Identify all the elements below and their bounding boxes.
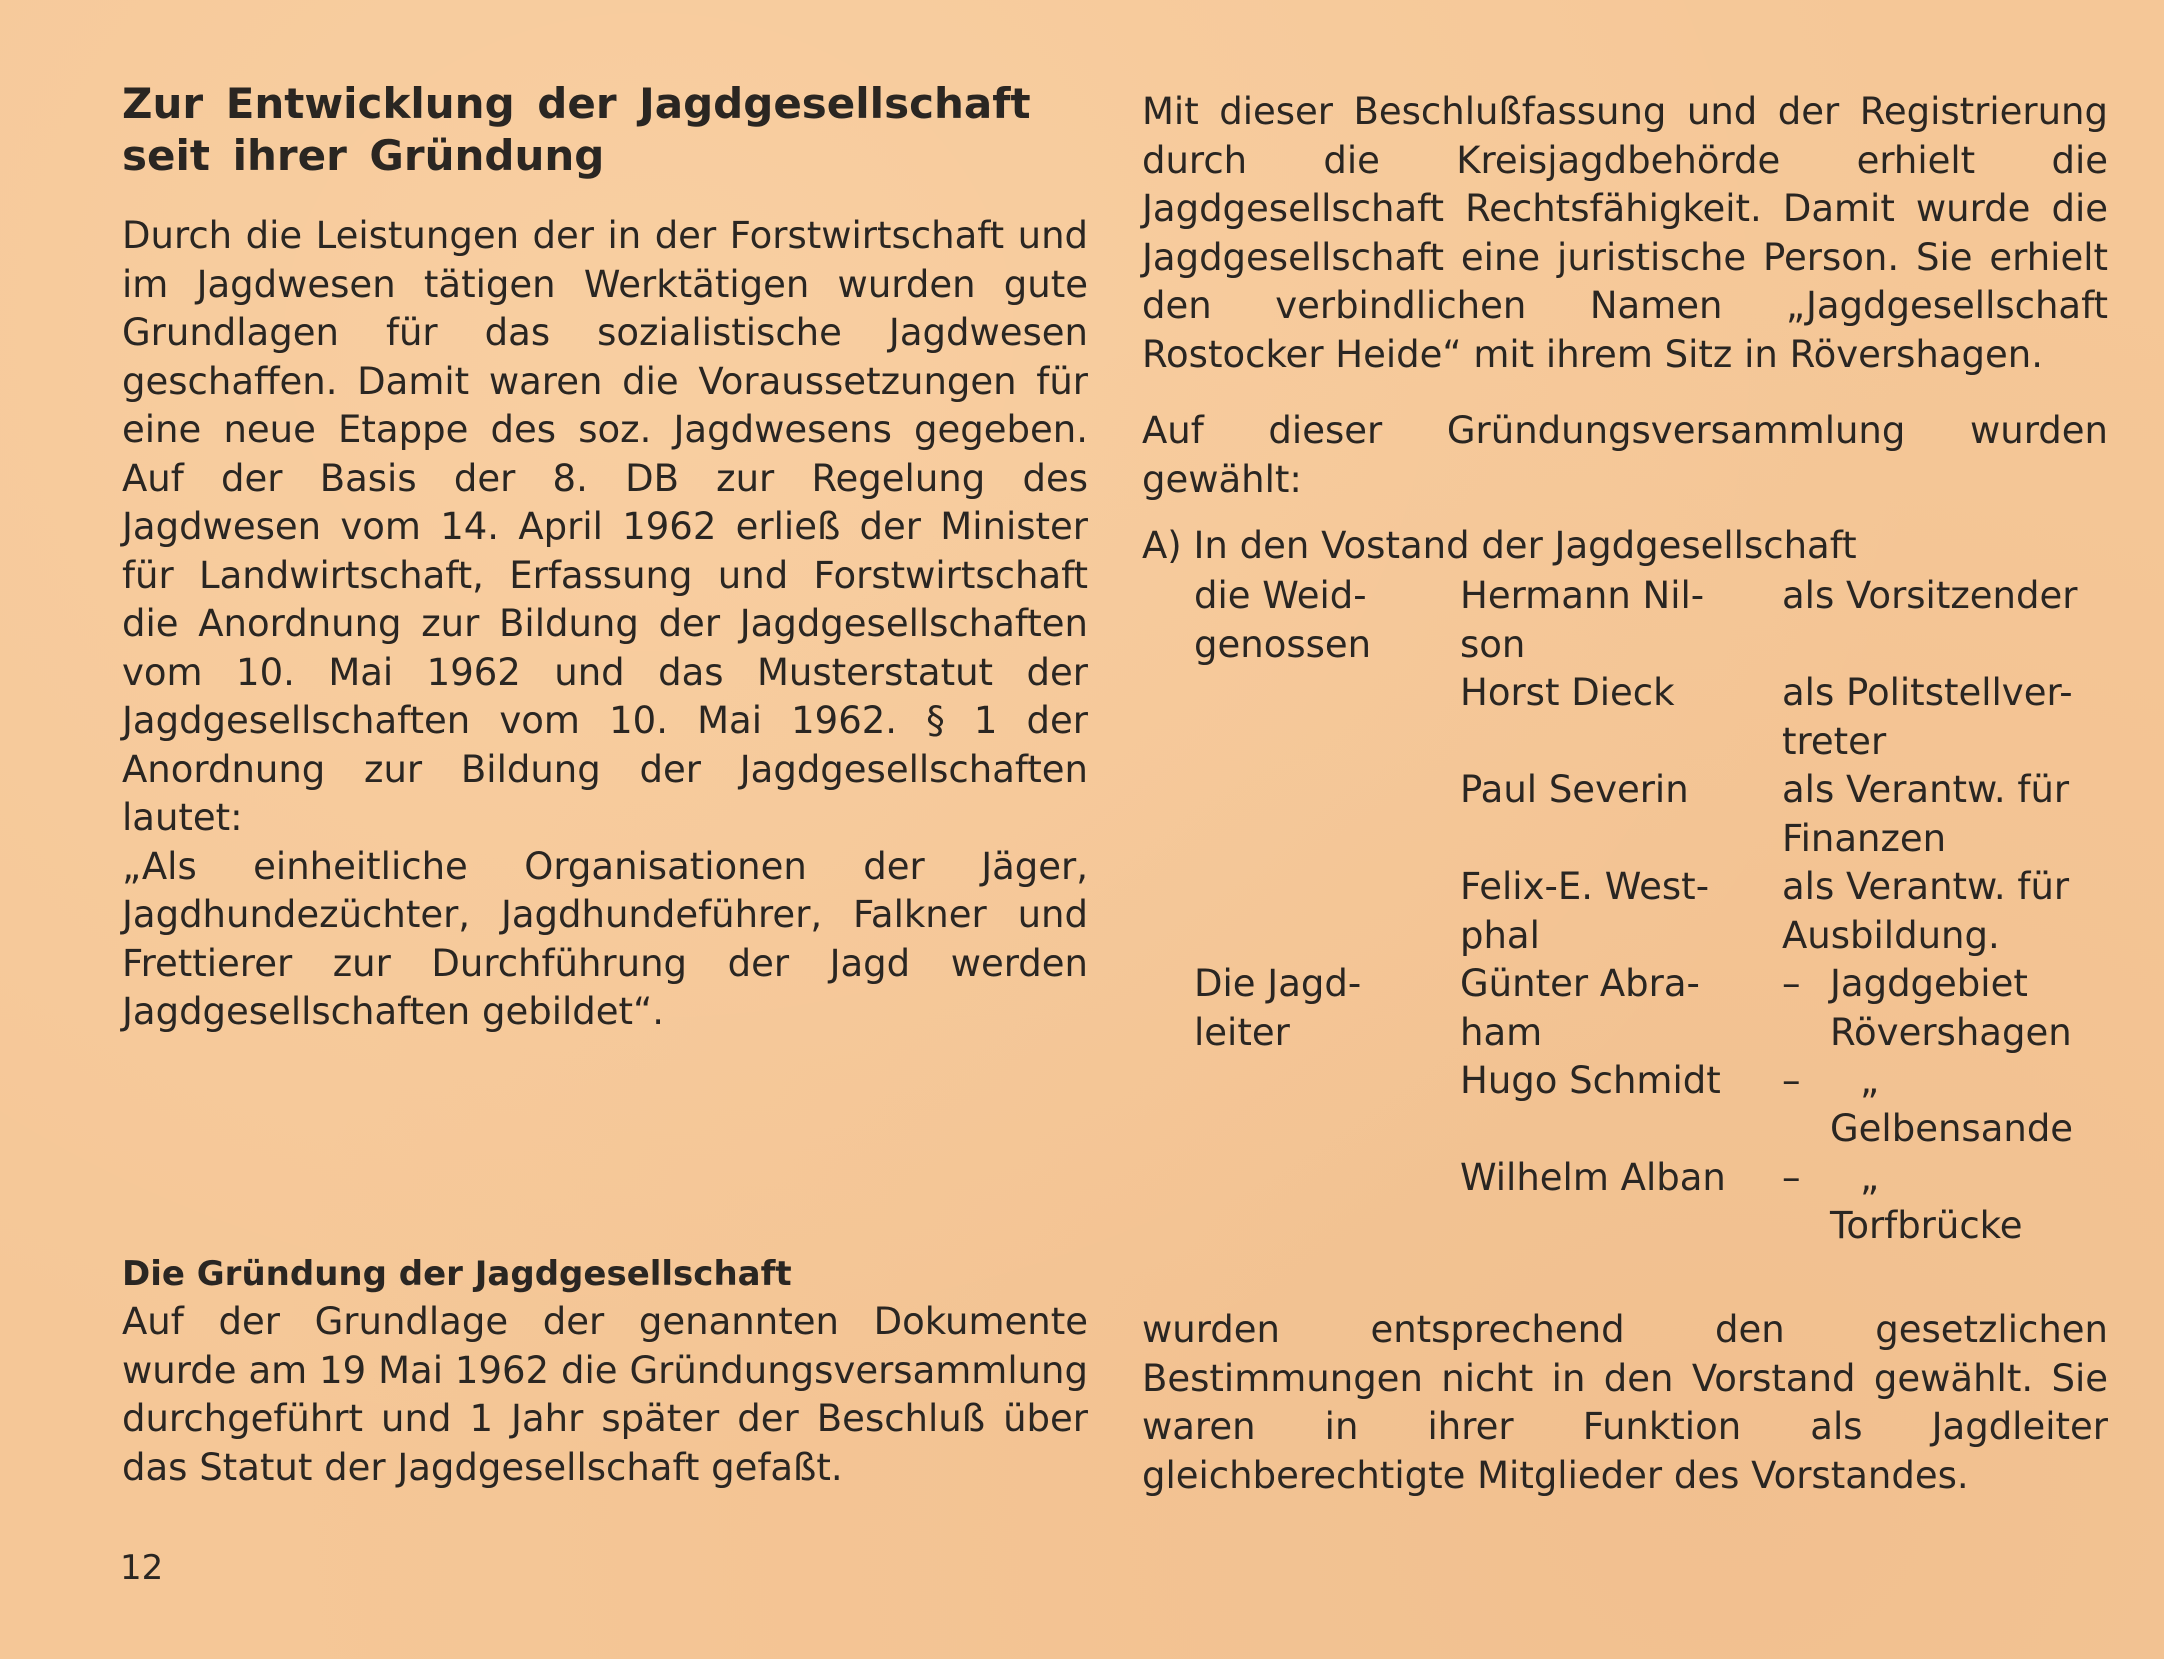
group-label-leaders — [1194, 960, 1394, 1057]
leader-dash: – — [1782, 1156, 1801, 1199]
leader-area-line2: Rövershagen — [1830, 1010, 2072, 1054]
chapter-title — [122, 78, 1088, 182]
member-role — [1782, 669, 2112, 766]
ditto-mark: „ — [1860, 1059, 1880, 1102]
leader-name — [1460, 1154, 1750, 1203]
founding-paragraph: Auf der Grundlage der genannten Dokumente wurde am 19 Mai 1962 die Gründungsversammlung durchgeführt und 1 Jahr später der Beschluß über das Statut der Jagdgesellschaft gefaßt. — [122, 1300, 1088, 1489]
leader-area — [1830, 960, 2120, 1057]
founding-section — [122, 1252, 1088, 1492]
member-role-line1: als Politstellver- — [1782, 671, 2073, 714]
member-name-line1: Hermann Nil- — [1460, 574, 1705, 617]
member-name-line1: Paul Severin — [1460, 768, 1689, 811]
member-name-line2: son — [1460, 622, 1526, 666]
leader-area-line2: Gelbensande — [1830, 1107, 2074, 1150]
leader-name-line1: Wilhelm Alban — [1460, 1156, 1726, 1199]
leader-dash: – — [1782, 1059, 1801, 1102]
member-role — [1782, 863, 2112, 960]
left-column — [122, 78, 1088, 1037]
member-role-line2: treter — [1782, 719, 1887, 763]
group-label-members-line2: genossen — [1194, 622, 1372, 666]
member-role-line1: als Verantw. für — [1782, 768, 2070, 811]
member-name — [1460, 766, 1750, 815]
member-role-line2: Finanzen — [1782, 816, 1947, 860]
right-paragraph-3: wurden entsprechend den gesetzlichen Bestimmungen nicht in den Vorstand gewählt. Sie waren in ihrer Funktion als Jagdleiter gleichberechtigte Mitglieder des Vorstandes. — [1142, 1308, 2108, 1497]
left-paragraph-1: Durch die Leistungen der in der Forstwirtschaft und im Jagdwesen tätigen Werktätigen wurden gute Grundlagen für das sozialistische Jagdwesen geschaffen. Damit waren die Voraussetzungen für eine neue Etappe des soz. Jagdwesens gegeben. Auf der Basis der 8. DB zur Regelung des Jagdwesen vom 14. April 1962 erließ der Minister für Landwirtschaft, Erfassung und Forstwirtschaft die Anordnung zur Bildung der Jagdgesellschaften vom 10. Mai 1962 und das Musterstatut der Jagdgesellschaften vom 10. Mai 1962. § 1 der Anordnung zur Bildung der Jagdgesellschaften lautet: — [122, 214, 1088, 839]
section-a-heading: A) In den Vostand der Jagdgesellschaft — [1142, 524, 1857, 567]
member-name-line1: Felix-E. West- — [1460, 865, 1710, 908]
leader-area — [1830, 1105, 2120, 1154]
right-paragraph-2: Auf dieser Gründungsversammlung wurden gewählt: — [1142, 409, 2108, 501]
member-role-line1: als Vorsitzender — [1782, 574, 2078, 617]
group-label-members-line1: die Weid- — [1194, 574, 1367, 617]
leader-area — [1830, 1202, 2120, 1251]
page-number: 12 — [120, 1548, 164, 1588]
left-quote: „Als einheitliche Organisationen der Jäger, Jagdhundezüchter, Jagdhundeführer, Falkner und Frettierer zur Durchführung der Jagd werden Jagdgesellschaften gebildet“. — [122, 844, 1088, 1033]
leader-name — [1460, 960, 1750, 1057]
leader-name-line1: Günter Abra- — [1460, 962, 1700, 1005]
chapter-title-line1: Zur Entwicklung der Jagdgesellschaft — [122, 79, 1031, 128]
right-column — [1142, 88, 2108, 504]
founding-heading: Die Gründung der Jagdgesellschaft — [122, 1254, 792, 1294]
leader-name-line2: ham — [1460, 1010, 1543, 1054]
ditto-mark: „ — [1860, 1156, 1880, 1199]
member-name-line2: phal — [1460, 913, 1540, 957]
member-role-line1: als Verantw. für — [1782, 865, 2070, 908]
leader-dash: – — [1782, 962, 1801, 1005]
member-role-line2: Ausbildung. — [1782, 913, 2000, 957]
member-name — [1460, 572, 1750, 669]
group-label-leaders-line2: leiter — [1194, 1010, 1290, 1054]
chapter-title-line2: seit ihrer Gründung — [122, 131, 605, 180]
member-name — [1460, 863, 1750, 960]
leader-area-line1: Jagdgebiet — [1830, 962, 2028, 1005]
leader-area-line2: Torfbrücke — [1830, 1204, 2023, 1247]
leader-name — [1460, 1057, 1750, 1106]
member-name-line1: Horst Dieck — [1460, 671, 1675, 714]
member-name — [1460, 669, 1750, 718]
right-paragraph-1: Mit dieser Beschlußfassung und der Registrierung durch die Kreisjagdbehörde erhielt die Jagdgesellschaft Rechtsfähigkeit. Damit wurde die Jagdgesellschaft eine juristische Person. Sie erhielt den verbindlichen Namen „Jagdgesellschaft Rostocker Heide“ mit ihrem Sitz in Rövershagen. — [1142, 90, 2108, 376]
leader-name-line1: Hugo Schmidt — [1460, 1059, 1721, 1102]
group-label-leaders-line1: Die Jagd- — [1194, 962, 1362, 1005]
group-label-members — [1194, 572, 1394, 669]
member-role — [1782, 766, 2112, 863]
right-closing — [1142, 1306, 2108, 1500]
member-role — [1782, 572, 2112, 621]
